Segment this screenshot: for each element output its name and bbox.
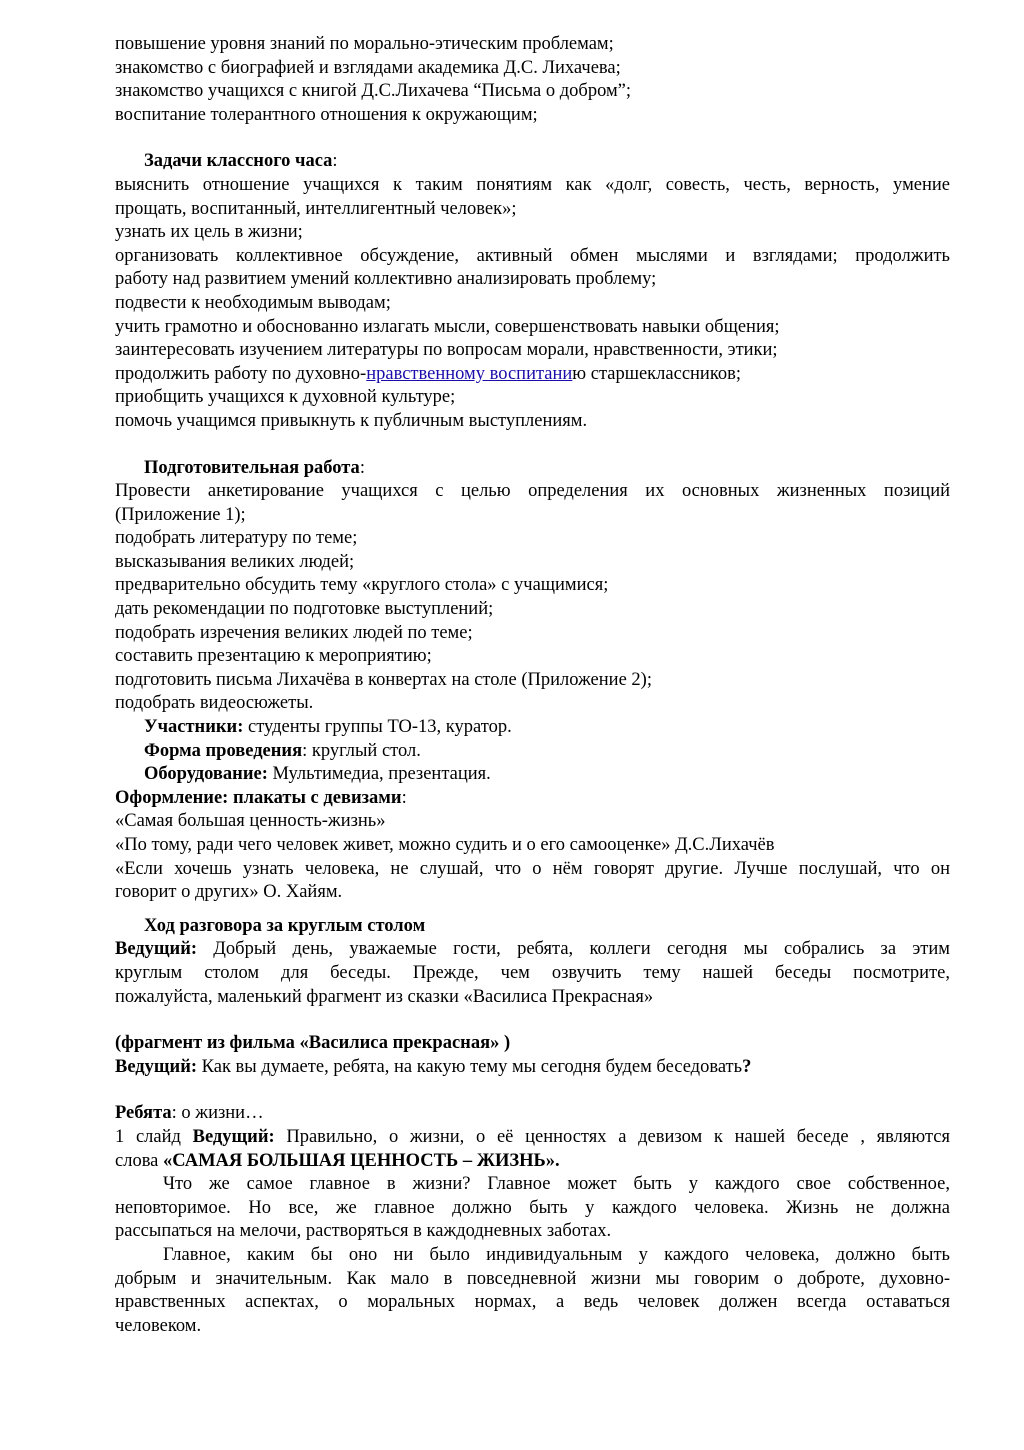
- decor-colon: :: [401, 787, 407, 808]
- decor-label: Оформление: плакаты с девизами: [115, 787, 402, 808]
- course-section: [115, 915, 950, 1339]
- decor-line: [115, 787, 950, 811]
- list-item: повышение уровня знаний по морально-этическим проблемам;: [115, 34, 614, 54]
- form-value: : круглый стол.: [302, 740, 421, 761]
- paragraph-line: пожалуйста, маленький фрагмент из сказки «Василиса Прекрасная»: [115, 986, 654, 1007]
- form-line: [115, 740, 950, 764]
- course-heading: Ход разговора за круглым столом: [144, 915, 426, 936]
- list-item: дать рекомендации по подготовке выступлений;: [115, 599, 494, 620]
- equipment-line: [115, 763, 950, 787]
- moral-education-link[interactable]: нравственному воспитани: [366, 363, 573, 384]
- participants-line: [115, 716, 950, 740]
- list-item: заинтересовать изучением литературы по вопросам морали, нравственности, этики;: [115, 340, 778, 361]
- list-item: выяснить отношение учащихся к таким понятиям как «долг, совесть, честь, верность, умение: [115, 174, 950, 195]
- text-span: продолжить работу по духовно-: [115, 363, 367, 384]
- paragraph-line: неповторимое. Но все, же главное должно быть у каждого человека. Жизнь не должна: [115, 1197, 950, 1218]
- list-item: работу над развитием умений коллективно анализировать проблему;: [115, 269, 657, 290]
- list-item: Провести анкетирование учащихся с целью определения их основных жизненных позиций: [115, 481, 950, 502]
- goals-list: [115, 33, 950, 127]
- paragraph-line: рассыпаться на мелочи, растворяться в каждодневных заботах.: [115, 1221, 612, 1242]
- motto-bold: «САМАЯ БОЛЬШАЯ ЦЕННОСТЬ – ЖИЗНЬ».: [163, 1150, 560, 1171]
- text-span: Как вы думаете, ребята, на какую тему мы сегодня будем беседовать: [197, 1056, 743, 1077]
- text-span: Правильно, о жизни, о её ценностях а девизом к нашей беседе , являются: [274, 1126, 951, 1147]
- paragraph-line: Что же самое главное в жизни? Главное может быть у каждого свое собственное,: [163, 1174, 950, 1195]
- tasks-section: [115, 150, 950, 433]
- list-item: прощать, воспитанный, интеллигентный человек»;: [115, 198, 517, 219]
- paragraph-line: [115, 1056, 950, 1080]
- list-item: приобщить учащихся к духовной культуре;: [115, 387, 456, 408]
- text-span: : о жизни…: [171, 1103, 264, 1124]
- list-item: высказывания великих людей;: [115, 551, 355, 572]
- list-item: помочь учащимся привыкнуть к публичным выступлениям.: [115, 410, 588, 431]
- heading-colon: :: [332, 151, 338, 172]
- host-label: Ведущий:: [115, 1056, 198, 1077]
- participants-label: Участники:: [144, 717, 244, 738]
- section-heading: [115, 457, 950, 481]
- motto: «По тому, ради чего человек живет, можно судить и о его самооценке» Д.С.Лихачёв: [115, 835, 775, 855]
- paragraph-line: человеком.: [115, 1315, 202, 1336]
- list-item: организовать коллективное обсуждение, активный обмен мыслями и взглядами; продолжить: [115, 245, 950, 266]
- list-item: подобрать литературу по теме;: [115, 528, 358, 549]
- paragraph-line: [115, 1102, 950, 1126]
- section-heading: [115, 150, 950, 174]
- question-mark: ?: [742, 1056, 752, 1077]
- heading-colon: :: [359, 457, 365, 478]
- fragment-text: (фрагмент из фильма «Василиса прекрасная» ): [115, 1033, 511, 1054]
- slide-number: 1 слайд: [115, 1126, 193, 1147]
- paragraph-line: нравственных аспектах, о моральных нормах, а ведь человек должен всегда оставаться: [115, 1292, 950, 1313]
- mottos-section: [115, 810, 950, 904]
- list-item: подобрать изречения великих людей по теме;: [115, 622, 473, 643]
- kids-label: Ребята: [115, 1103, 172, 1124]
- list-item: составить презентацию к мероприятию;: [115, 646, 432, 667]
- list-item: знакомство с биографией и взглядами академика Д.С. Лихачева;: [115, 57, 621, 78]
- equipment-label: Оборудование:: [144, 764, 268, 785]
- fragment-note: [115, 1032, 950, 1056]
- list-item: подвести к необходимым выводам;: [115, 292, 391, 313]
- list-item: учить грамотно и обоснованно излагать мысли, совершенствовать навыки общения;: [115, 316, 780, 337]
- equipment-value: Мультимедиа, презентация.: [267, 764, 491, 785]
- text-span: ю старшеклассников;: [572, 363, 742, 384]
- section-heading: [115, 915, 950, 939]
- text-span: Добрый день, уважаемые гости, ребята, коллеги сегодня мы собрались за этим: [197, 939, 950, 960]
- host-label: Ведущий:: [192, 1126, 275, 1147]
- list-item: воспитание толерантного отношения к окружающим;: [115, 104, 538, 125]
- prep-section: [115, 457, 950, 717]
- tasks-heading: Задачи классного часа: [144, 151, 333, 172]
- form-label: Форма проведения: [144, 740, 303, 761]
- host-label: Ведущий:: [115, 939, 198, 960]
- motto-continued: говорит о других» О. Хайям.: [115, 882, 343, 903]
- list-item: (Приложение 1);: [115, 504, 246, 525]
- meta-section: [115, 716, 950, 810]
- list-item: [115, 363, 950, 387]
- list-item: предварительно обсудить тему «круглого стола» с учащимися;: [115, 575, 609, 596]
- motto: «Если хочешь узнать человека, не слушай, что о нём говорят другие. Лучше послушай, что он: [115, 858, 950, 879]
- list-item: подготовить письма Лихачёва в конвертах на столе (Приложение 2);: [115, 669, 652, 690]
- paragraph-line: добрым и значительным. Как мало в повседневной жизни мы говорим о доброте, духовно-: [115, 1268, 950, 1289]
- paragraph-line: круглым столом для беседы. Прежде, чем озвучить тему нашей беседы посмотрите,: [115, 962, 950, 983]
- paragraph-line: Главное, каким бы оно ни было индивидуальным у каждого человека, должно быть: [163, 1244, 950, 1265]
- text-span: слова: [115, 1150, 164, 1171]
- paragraph-line: [115, 938, 950, 962]
- motto: «Самая большая ценность-жизнь»: [115, 811, 386, 832]
- paragraph-line: [115, 1126, 950, 1150]
- prep-heading: Подготовительная работа: [144, 457, 360, 478]
- list-item: узнать их цель в жизни;: [115, 222, 303, 243]
- participants-value: студенты группы ТО-13, куратор.: [243, 717, 512, 738]
- list-item: знакомство учащихся с книгой Д.С.Лихачева “Письма о добром”;: [115, 81, 632, 102]
- list-item: подобрать видеосюжеты.: [115, 693, 314, 714]
- paragraph-line: [115, 1150, 950, 1174]
